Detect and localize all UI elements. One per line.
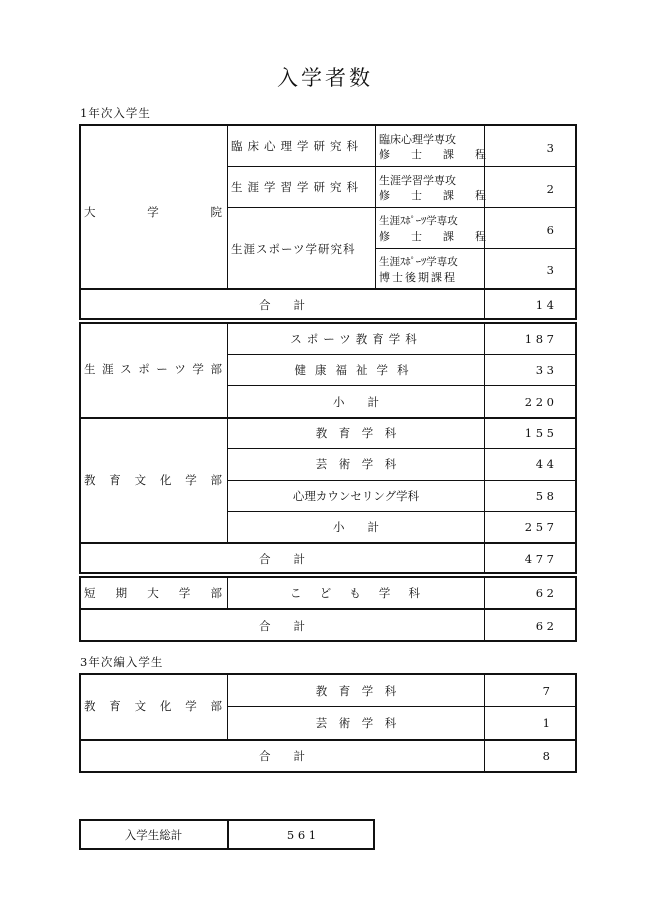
count-arts: 4 4 [535,457,554,471]
graduate-total-count: 1 4 [535,298,554,312]
dept-health-welfare: 健康福祉学科 [294,363,418,377]
education-subtotal-count: 2 5 7 [524,520,554,534]
transfer-faculty-education: 教 育 文 化 学 部 [84,699,222,713]
education-subtotal-label: 小 計 [333,520,379,534]
count-childcare: 6 2 [535,586,554,600]
count-3: 3 [546,263,554,277]
grand-total-count: 5 6 1 [286,828,317,842]
junior-total-label: 合 計 [259,619,305,633]
program-1-line2: 修 士 課 程 [379,189,491,202]
faculty-sports: 生 涯 ス ポ ー ツ 学 部 [84,362,222,376]
count-psych-counseling: 5 8 [535,489,554,503]
section-first-year: 1年次入学生 [80,106,151,120]
course-clinical-psych: 臨床心理学研究科 [231,139,363,153]
program-3-line1: 生涯ｽﾎﾟｰﾂ学専攻 [379,256,458,268]
program-3-line2: 博士後期課程 [379,271,457,284]
course-lifelong-sports: 生涯スポーツ学研究科 [231,242,356,256]
transfer-total-count: 8 [542,749,550,763]
program-2-line1: 生涯ｽﾎﾟｰﾂ学専攻 [379,215,458,227]
sports-subtotal-count: 2 2 0 [524,395,554,409]
program-2-line2: 修 士 課 程 [379,230,491,243]
count-health-welfare: 3 3 [535,363,554,377]
transfer-count-arts: 1 [542,716,550,730]
program-0-line2: 修 士 課 程 [379,148,491,161]
transfer-dept-education: 教 育 学 科 [315,684,397,698]
faculty-education: 教 育 文 化 学 部 [84,473,222,487]
graduate-school-label: 大 学 院 [84,205,222,219]
junior-total-count: 6 2 [535,619,554,633]
undergrad-total-count: 4 7 7 [524,552,554,566]
dept-education: 教 育 学 科 [315,426,397,440]
count-sports-education: 1 8 7 [524,332,554,346]
count-1: 2 [546,182,554,196]
count-0: 3 [546,141,554,155]
course-lifelong-learning: 生涯学習学研究科 [231,180,363,194]
sports-subtotal-label: 小 計 [333,395,379,409]
section-third-year: 3年次編入学生 [80,655,164,669]
count-2: 6 [546,223,554,237]
undergrad-total-label: 合 計 [259,552,305,566]
program-0-line1: 臨床心理学専攻 [379,133,456,146]
dept-arts: 芸 術 学 科 [315,457,397,471]
grand-total-label: 入学生総計 [124,828,183,842]
graduate-total-label: 合 計 [259,298,305,312]
count-education: 1 5 5 [524,426,554,440]
transfer-dept-arts: 芸 術 学 科 [315,716,397,730]
dept-childcare: こ ど も 学 科 [290,586,420,600]
transfer-total-label: 合 計 [259,749,305,763]
faculty-junior-college: 短 期 大 学 部 [84,586,222,600]
program-1-line1: 生涯学習学専攻 [379,174,456,187]
page-title: 入学者数 [277,66,373,90]
dept-sports-education: スポーツ教育学科 [290,332,422,346]
dept-psych-counseling: 心理カウンセリング学科 [292,489,420,503]
transfer-count-education: 7 [542,684,550,698]
